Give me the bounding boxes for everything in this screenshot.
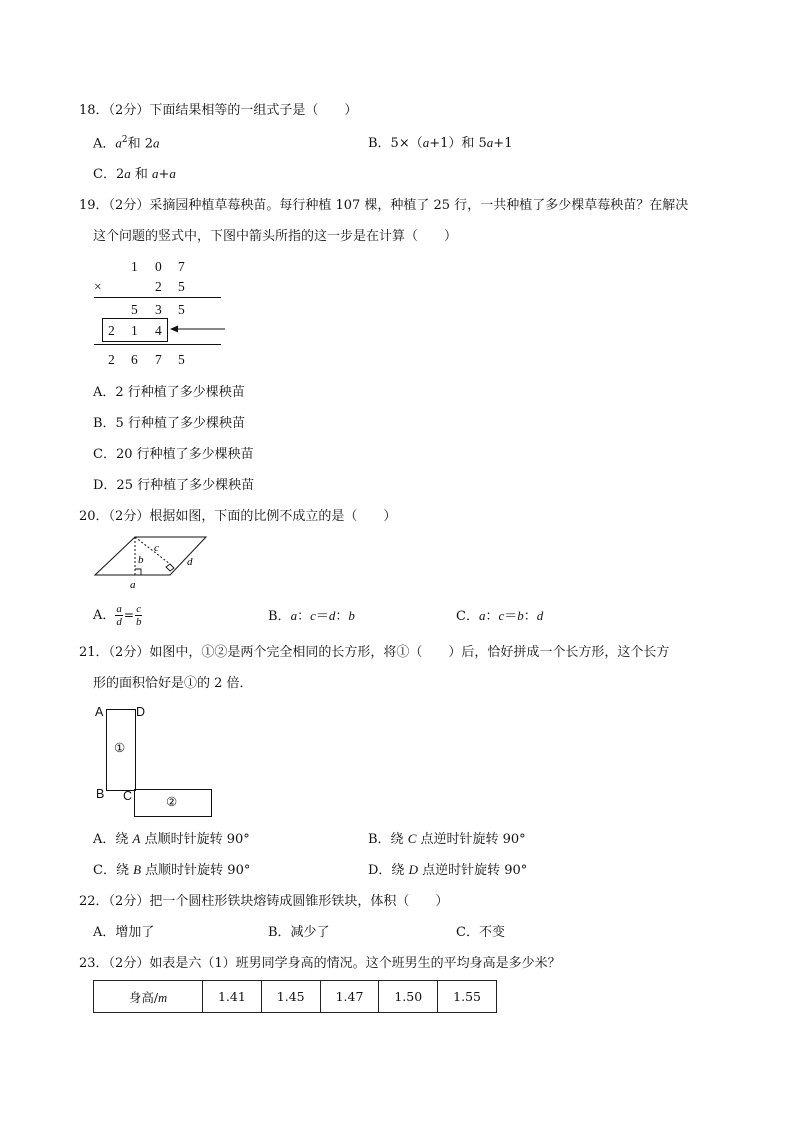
calc-digit: 7 [178, 259, 185, 274]
q21-stem-line2: 形的面积恰好是①的 2 倍． [93, 676, 253, 691]
rectangles-figure [92, 704, 217, 819]
q19-option-d[interactable]: D．25 行种植了多少棵秧苗 [93, 478, 255, 493]
calc-digit: 1 [131, 259, 138, 274]
q20-option-b[interactable]: B．a：c＝d：b [268, 608, 355, 624]
table-cell: 1.41 [203, 981, 262, 1013]
q19-option-a[interactable]: A．2 行种植了多少棵秧苗 [93, 385, 245, 400]
q18-option-a[interactable]: A．$a^2$和 2a [93, 135, 160, 152]
vertical-multiplication [88, 256, 228, 371]
q19-option-c[interactable]: C．20 行种植了多少棵秧苗 [93, 447, 254, 462]
circled-2: ② [166, 795, 178, 809]
calc-digit: 3 [155, 302, 162, 317]
table-header-cell: 身高/m [94, 981, 203, 1013]
q22-option-c[interactable]: C．不变 [456, 925, 505, 940]
calc-rule-2 [94, 344, 221, 345]
circled-1: ① [114, 741, 126, 755]
fraction: $\frac{c}{b}$ [135, 603, 142, 628]
q19-stem-line1: 19．（2分）采摘园种植草莓秧苗。每行种植 107 棵，种植了 25 行，一共种植了多少棵草莓秧苗？在解决 [79, 198, 689, 213]
calc-digit: 5 [178, 302, 185, 317]
q21-option-c[interactable]: C．绕 B 点顺时针旋转 90° [93, 862, 251, 878]
q20-option-c[interactable]: C．a：c＝b：d [456, 608, 544, 624]
q18-option-b[interactable]: B．5×（a+1）和 5a+1 [368, 135, 513, 151]
calc-digit: 5 [131, 302, 138, 317]
q22-stem: 22．（2分）把一个圆柱形铁块熔铸成圆锥形铁块，体积（ ） [79, 894, 449, 909]
calc-rule-1 [94, 297, 221, 298]
point-a-label: A [95, 705, 104, 719]
calc-digit: 2 [108, 352, 115, 367]
point-b-label: B [96, 787, 105, 801]
q18-stem: 18．（2分）下面结果相等的一组式子是（ ） [79, 103, 358, 118]
q22-option-a[interactable]: A．增加了 [93, 925, 155, 940]
q22-option-b[interactable]: B．减少了 [268, 925, 330, 940]
label-b: b [138, 554, 144, 566]
q18-option-c[interactable]: C．2a 和 a+a [93, 166, 176, 182]
q20-stem: 20．（2分）根据如图，下面的比例不成立的是（ ） [79, 509, 397, 524]
calc-digit: 5 [178, 279, 185, 294]
q19-option-b[interactable]: B．5 行种植了多少棵秧苗 [93, 416, 245, 431]
point-d-label: D [136, 705, 146, 719]
times-sign: × [94, 279, 102, 294]
calc-digit: 5 [178, 352, 185, 367]
label-a: a [130, 579, 136, 591]
q21-option-b[interactable]: B．绕 C 点逆时针旋转 90° [368, 831, 526, 847]
table-cell: 1.47 [320, 981, 379, 1013]
calc-digit: 6 [131, 352, 138, 367]
calc-digit: 1 [131, 323, 138, 338]
q19-stem-line2: 这个问题的竖式中，下图中箭头所指的这一步是在计算（ ） [93, 229, 458, 244]
table-cell: 1.50 [379, 981, 438, 1013]
table-row [94, 981, 497, 1013]
calc-digit: 7 [155, 352, 162, 367]
q21-stem-line1: 21．（2分）如图中，①②是两个完全相同的长方形，将①（ ）后，恰好拼成一个长方形，这个长方 [79, 645, 670, 660]
calc-digit: 4 [155, 323, 162, 338]
arrow-left-icon [170, 322, 230, 336]
point-c-label: C [123, 789, 133, 803]
calc-digit: 2 [108, 323, 115, 338]
label-c: c [154, 542, 159, 554]
q21-option-a[interactable]: A．绕 A 点顺时针旋转 90° [93, 831, 250, 847]
table-cell: 1.45 [261, 981, 320, 1013]
calc-digit: 2 [155, 279, 162, 294]
table-cell: 1.55 [438, 981, 497, 1013]
calc-digit: 0 [155, 259, 162, 274]
q21-option-d[interactable]: D．绕 D 点逆时针旋转 90° [368, 862, 528, 878]
fraction: $\frac{a}{d}$ [116, 603, 122, 628]
label-d: d [187, 556, 193, 568]
q23-stem: 23．（2分）如表是六（1）班男同学身高的情况。这个班男生的平均身高是多少米？ [79, 956, 561, 971]
q20-option-a[interactable]: A． $\frac{a}{d}$ = $\frac{c}{b}$ [93, 603, 142, 628]
heights-table [93, 980, 497, 1013]
parallelogram-figure [90, 534, 215, 592]
